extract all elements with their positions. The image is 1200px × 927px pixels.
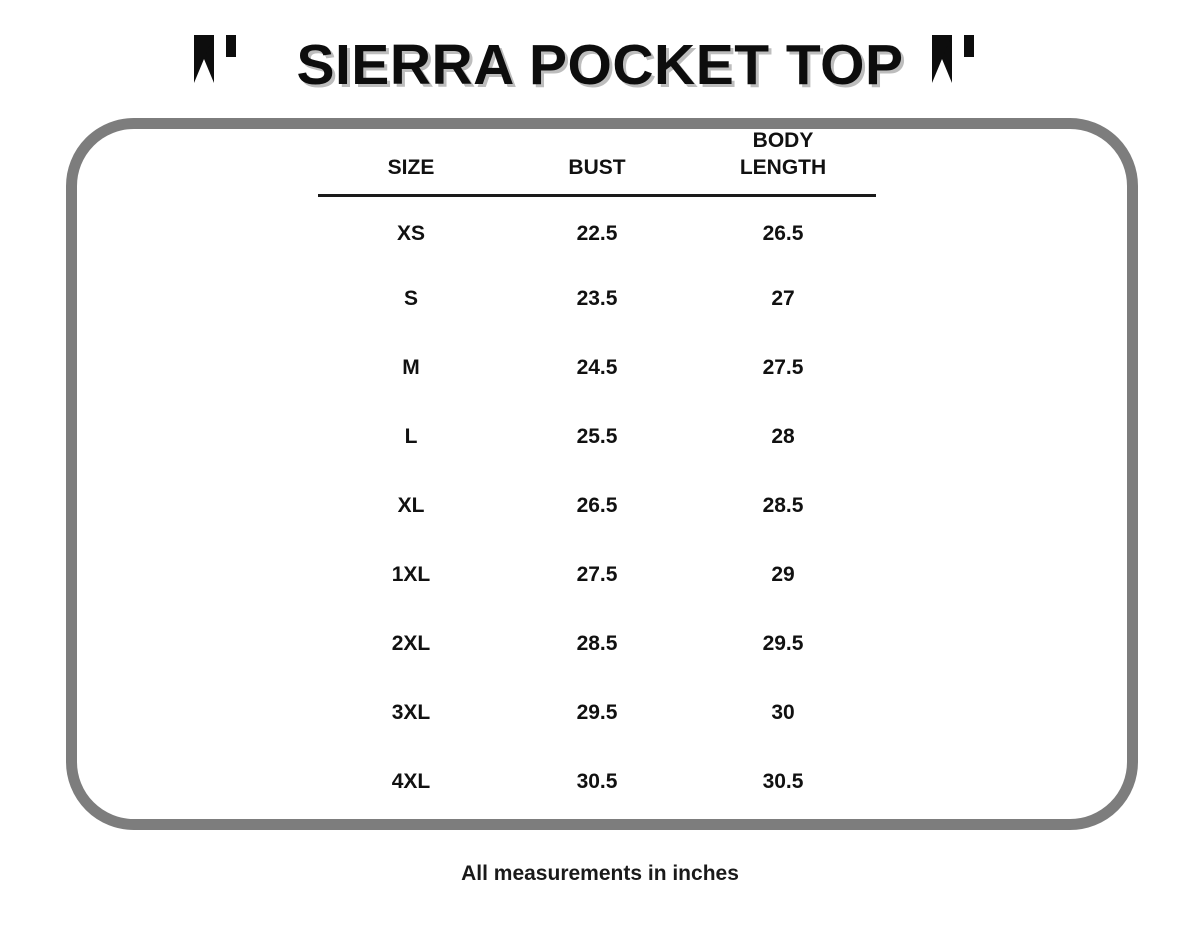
column-header-body-length xyxy=(690,126,876,195)
cell-size: L xyxy=(404,424,418,448)
cell-size: 3XL xyxy=(391,700,431,724)
cell-bust: 29.5 xyxy=(576,700,618,724)
cell-body-length: 28 xyxy=(771,424,795,448)
cell-body-length: 29.5 xyxy=(762,631,804,655)
table-row xyxy=(318,264,876,333)
cell-size: XS xyxy=(396,221,425,245)
cell-bust: 25.5 xyxy=(576,424,618,448)
table-row xyxy=(318,609,876,678)
table-header xyxy=(318,126,876,195)
cell-body-length: 29 xyxy=(771,562,795,586)
column-header-body-length-line1: BODY xyxy=(752,129,814,152)
cell-body-length: 27 xyxy=(771,286,795,310)
column-header-bust: BUST xyxy=(504,126,690,195)
page-title: SIERRA POCKET TOP xyxy=(296,32,904,97)
cell-size: 4XL xyxy=(391,769,431,793)
cell-body-length: 30.5 xyxy=(762,769,804,793)
table-row xyxy=(318,195,876,264)
cell-size: 2XL xyxy=(391,631,431,655)
cell-body-length: 28.5 xyxy=(762,493,804,517)
cell-size: S xyxy=(403,286,418,310)
table-row xyxy=(318,678,876,747)
table-row xyxy=(318,540,876,609)
cell-bust: 27.5 xyxy=(576,562,618,586)
cell-body-length: 26.5 xyxy=(762,221,804,245)
measurement-units-note: All measurements in inches xyxy=(461,862,739,885)
chart-header xyxy=(0,22,1200,108)
cell-size: M xyxy=(402,355,420,379)
table-row xyxy=(318,471,876,540)
table-header-row xyxy=(318,126,876,195)
cell-size: XL xyxy=(397,493,425,517)
table-row xyxy=(318,333,876,402)
cell-bust: 28.5 xyxy=(576,631,618,655)
cell-bust: 22.5 xyxy=(576,221,618,245)
column-header-body-length-line2: LENGTH xyxy=(739,155,827,179)
cell-bust: 24.5 xyxy=(576,355,618,379)
cell-body-length: 27.5 xyxy=(762,355,804,379)
table-row xyxy=(318,402,876,471)
table-row xyxy=(318,747,876,816)
table-body xyxy=(318,195,876,816)
measurements-table-container xyxy=(318,126,876,816)
brand-mark-icon xyxy=(192,33,270,97)
measurements-table xyxy=(318,126,876,816)
cell-bust: 26.5 xyxy=(576,493,618,517)
cell-bust: 23.5 xyxy=(576,286,618,310)
cell-bust: 30.5 xyxy=(576,769,618,793)
cell-body-length: 30 xyxy=(771,700,795,724)
column-header-size: SIZE xyxy=(318,126,504,195)
cell-size: 1XL xyxy=(391,562,431,586)
brand-mark-icon xyxy=(930,33,1008,97)
